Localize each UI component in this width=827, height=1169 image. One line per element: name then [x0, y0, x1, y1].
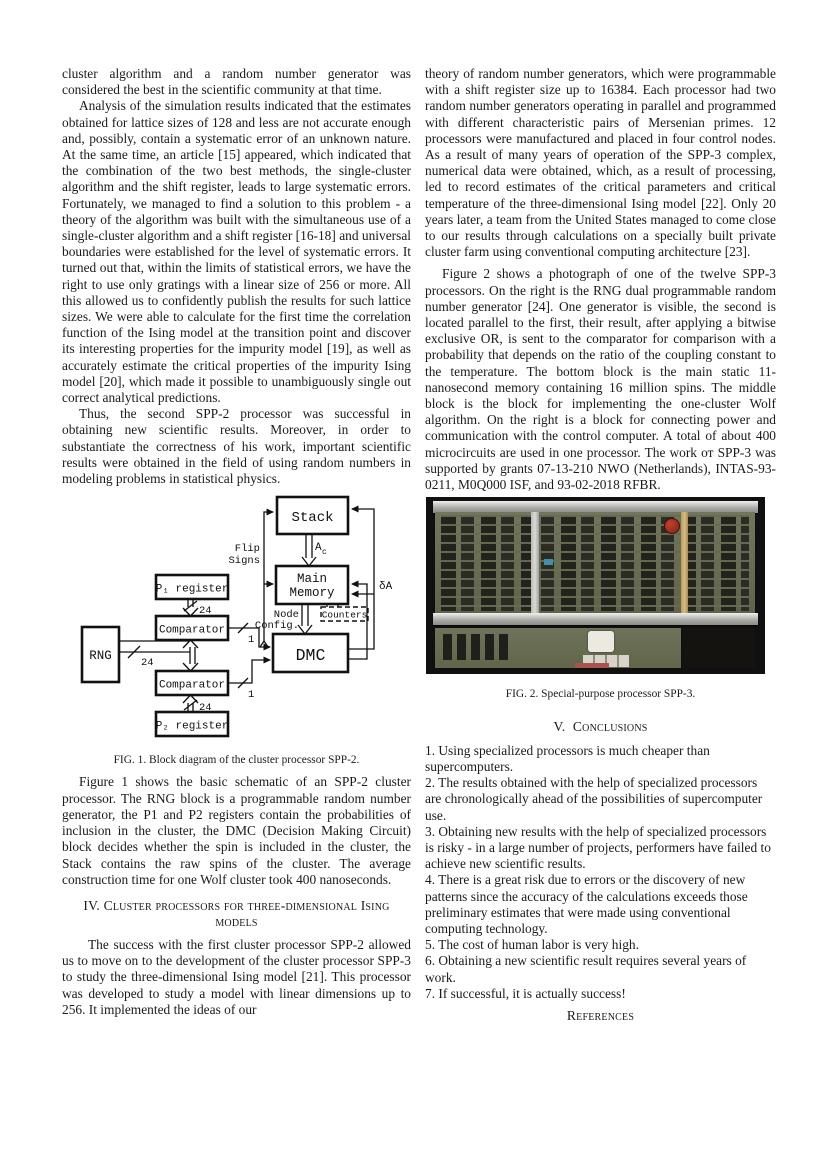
diagram-label-dmc: DMC — [295, 646, 326, 666]
diagram-label-node-config-1: Node — [273, 609, 299, 622]
diagram-label-main-memory-2: Memory — [289, 586, 335, 601]
diagram-label-delta-a: δA — [379, 581, 393, 594]
diagram-label-bit1-comp2: 1 — [248, 689, 255, 702]
photo-teal-component — [544, 559, 553, 565]
photo-red-wire — [575, 663, 609, 668]
paragraph-continuation: cluster algorithm and a random number generator was considered the best in the scientific community at that time. — [62, 66, 411, 98]
diagram-label-bus24-rng: 24 — [141, 657, 154, 670]
diagram-label-node-config-2: Config. — [254, 620, 299, 633]
section5-heading: V. Conclusions — [553, 719, 648, 735]
conclusion-item: 3. Obtaining new results with the help of specialized processors is risky - in a large number of projects, performers have failed to achieve new scientific results. — [425, 823, 771, 872]
right-column — [425, 66, 776, 1024]
photo-white-connector — [588, 631, 614, 652]
diagram-label-stack: Stack — [291, 510, 334, 527]
fig2-photo — [426, 497, 765, 674]
fig1-caption: FIG. 1. Block diagram of the cluster processor SPP-2. — [113, 754, 360, 767]
photo-chip-rows — [441, 515, 749, 611]
diagram-label-comparator-1: Comparator — [158, 624, 226, 637]
photo-gold-strip — [681, 512, 688, 614]
diagram-label-bus24-p2: 24 — [199, 702, 212, 715]
section4-heading: IV. Cluster processors for three-dimensional Ising models — [83, 897, 390, 930]
conclusion-item: 6. Obtaining a new scientific result requires several years of work. — [425, 953, 747, 985]
conclusion-item: 1. Using specialized processors is much cheaper than supercomputers. — [425, 742, 710, 774]
photo-dark-corner — [683, 628, 755, 668]
diagram-label-ac-main: A — [315, 542, 322, 555]
diagram-label-rng: RNG — [89, 649, 112, 664]
paragraph-theory: theory of random number generators, which were programmable with a shift register size up to 16384. Each processor had two random number generators operating in parallel and programmed with different characteristic pairs of Mersenian primes. 12 processors were manufactured and placed in four control nodes. As a result of many years of operation of the SPP-3 complex, numerical data were obtained, which, as a result of processing, led to record estimates of the critical parameters and critical temperature of the three-dimensional Ising model [22]. Only 20 years later, a team from the United States managed to come close to our results through calculations on a specially built private cluster farm using conventional computing architecture [23]. — [425, 66, 776, 260]
diagram-label-flip-signs-1: Flip — [234, 543, 260, 556]
conclusion-item: 2. The results obtained with the help of specialized processors are chronologically ahead of the possibilities of supercomputer use. — [425, 775, 763, 823]
diagram-label-counters: Counters — [321, 609, 368, 621]
paragraph-figure1: Figure 1 shows the basic schematic of an SPP-2 cluster processor. The RNG block is a programmable random number generator, the P1 and P2 registers contain the probabilities of inclusion in the cluster, the DMC (Decision Making Circuit) block decides whether the spin is included in the cluster, the Stack contains the raw spins of the cluster. The average construction time for one Wolf cluster took 400 nanoseconds. — [62, 774, 411, 887]
fig2-caption: FIG. 2. Special-purpose processor SPP-3. — [505, 688, 696, 701]
diagram-label-bus24-p1: 24 — [199, 605, 212, 618]
diagram-label-p1-register: P₁ register — [155, 583, 229, 596]
diagram-label-ac-sub: c — [322, 548, 327, 558]
diagram-label-main-memory-1: Main — [296, 572, 328, 587]
paragraph-thus: Thus, the second SPP-2 processor was successful in obtaining new scientific results. Moreover, in order to substantiate the correctness of his work, important scientific results were obtained in the field of using random numbers in modeling problems in statistical physics. — [62, 406, 411, 487]
paragraph-figure2: Figure 2 shows a photograph of one of the twelve SPP-3 processors. On the right is the RNG dual programmable random number generator [24]. One generator is visible, the second is located parallel to the first, their result, after applying a bitwise exclusive OR, is sent to the comparator for comparison with a probability that depends on the ratio of the coupling constant to the temperature. The bottom block is the main static 11-nanosecond memory containing 16 million spins. The middle block is the block for implementing the one-cluster Wolf algorithm. On the right is a block for connecting power and communication with the control computer. A total of about 400 microcircuits are used in one processor. The work от SPP-3 was supported by grants 07-13-210 NWO (Netherlands), INTAS-93-0211, M0Q000 ISF, and 93-02-2018 RFBR. — [425, 266, 776, 493]
conclusion-item: 4. There is a great risk due to errors or the discovery of new patterns since the accuracy of the calculations exceeds those preliminary estimates that were made using conventional computing technology. — [425, 872, 748, 936]
diagram-label-comparator-2: Comparator — [158, 679, 226, 692]
diagram-label-flip-signs-2: Signs — [228, 555, 260, 568]
left-column — [62, 66, 411, 1018]
fig1-block-diagram — [62, 489, 413, 747]
conclusion-item: 7. If successful, it is actually success! — [425, 985, 626, 1001]
photo-silver-strip — [531, 512, 539, 614]
diagram-label-p2-register: P₂ register — [155, 720, 229, 733]
photo-main-board — [435, 512, 755, 614]
conclusions-list — [425, 743, 776, 1002]
references-heading: References — [566, 1007, 635, 1023]
photo-bottom-rail — [433, 613, 758, 625]
conclusion-item: 5. The cost of human labor is very high. — [425, 937, 639, 953]
photo-lower-chips — [443, 634, 513, 660]
paragraph-analysis: Analysis of the simulation results indicated that the estimates obtained for lattice sizes of 128 and less are not accurate enough and, possibly, contain a systematic error of an unknown nature. At the same time, an article [15] appeared, which indicated that the combination of the two best methods, the single-cluster algorithm and the shift register, leads to large systematic errors. Fortunately, we managed to find a solution to this problem - a theory of the algorithm was built with the simultaneous use of a single-cluster algorithm and a shift register [16-18] and universal boundaries were established for the level of systematic errors. It turned out that, within the limits of statistical errors, we have the right to use only gratings with a linear size of 256 or more. All this allowed us to confidently publish the results for such lattice sizes. We were able to calculate for the first time the correlation function of the Ising model at the transition point and discover its interesting properties for the impurity model [19], as well as accurately estimate the critical properties of the impurity Ising model [20], which made it possible to unambiguously single out correct analytical predictions. — [62, 98, 411, 406]
diagram-label-bit1-comp1: 1 — [248, 634, 255, 647]
photo-lower-board — [435, 628, 681, 668]
paragraph-success: The success with the first cluster processor SPP-2 allowed us to move on to the development of the cluster processor SPP-3 to study the three-dimensional Ising model [21]. This processor was developed to study a model with linear dimensions up to 256. It implemented the ideas of our — [62, 936, 411, 1017]
